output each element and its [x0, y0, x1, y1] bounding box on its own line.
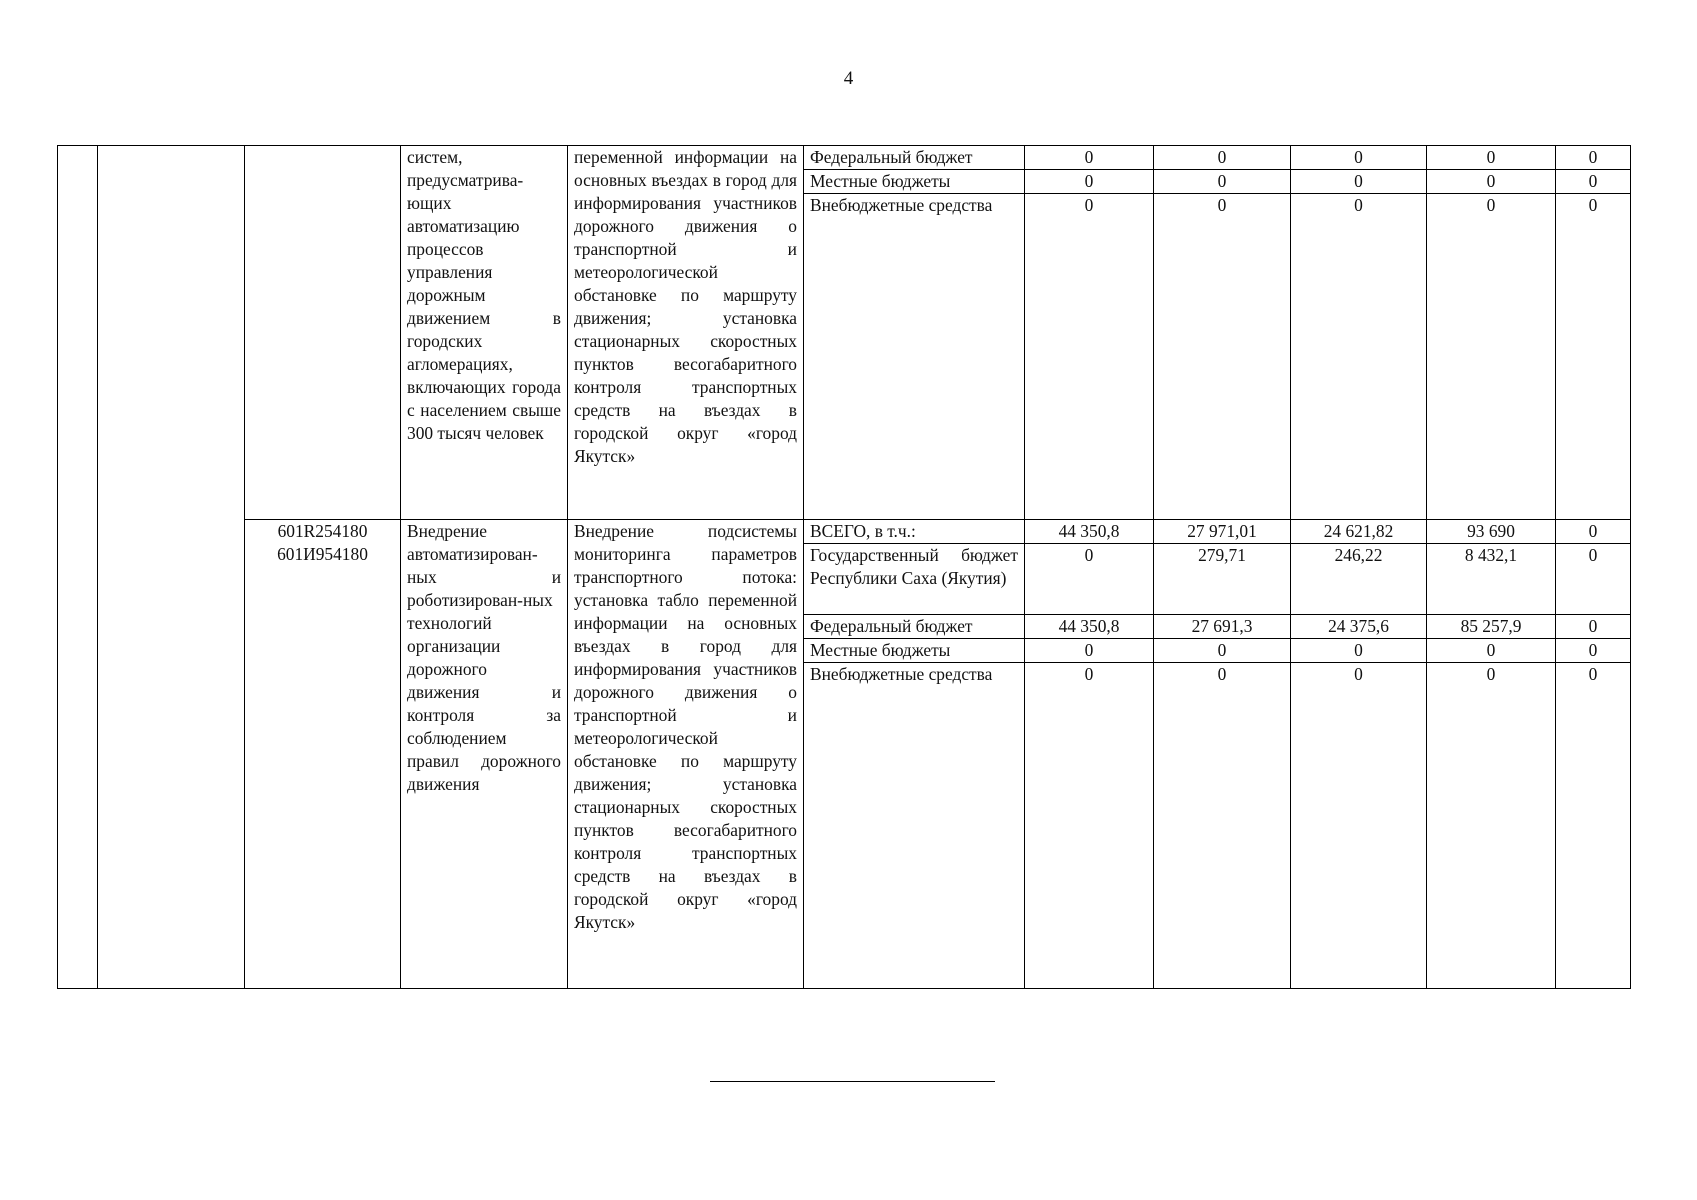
- activity-description-cell: переменной информации на основных въездах в город для информирования участников дорожного движения о транспортной и метеорологической обстановке по маршруту движения; установка стационарных скоростных пунктов весогабаритного контроля транспортных средств на въездах в городской округ «город Якутск»: [568, 146, 804, 520]
- value-cell: 0: [1025, 663, 1154, 989]
- value-cell: 0: [1427, 170, 1556, 194]
- value-cell: 0: [1025, 639, 1154, 663]
- value-cell: 0: [1154, 639, 1291, 663]
- value-cell: 0: [1556, 544, 1631, 615]
- value-cell: 0: [1025, 194, 1154, 520]
- value-cell: 24 375,6: [1291, 615, 1427, 639]
- value-cell: 0: [1025, 146, 1154, 170]
- funding-source-cell: Государственный бюджет Республики Саха (Якутия): [804, 544, 1025, 615]
- funding-source-cell: Федеральный бюджет: [804, 146, 1025, 170]
- budget-code-line: 601R254180: [277, 521, 368, 541]
- value-cell: 0: [1427, 146, 1556, 170]
- value-cell: 0: [1556, 639, 1631, 663]
- value-cell: 279,71: [1154, 544, 1291, 615]
- value-cell: 0: [1154, 170, 1291, 194]
- funding-source-cell: Федеральный бюджет: [804, 615, 1025, 639]
- value-cell: 44 350,8: [1025, 520, 1154, 544]
- budget-code-line: 601И954180: [277, 544, 368, 564]
- funding-source-cell: Местные бюджеты: [804, 170, 1025, 194]
- value-cell: 0: [1291, 170, 1427, 194]
- page-number: 4: [843, 68, 854, 89]
- value-cell: 0: [1291, 639, 1427, 663]
- value-cell: 0: [1154, 194, 1291, 520]
- code-cell-empty: [245, 146, 401, 520]
- table-row: [58, 520, 1631, 544]
- value-cell: 8 432,1: [1427, 544, 1556, 615]
- value-cell: 0: [1556, 615, 1631, 639]
- budget-table: [57, 145, 1631, 989]
- activity-description-cell: Внедрение подсистемы мониторинга параметров транспортного потока: установка табло переменной информации на основных въездах в город для информирования участников дорожного движения о транспортной и метеорологической обстановке по маршруту движения; установка стационарных скоростных пунктов весогабаритного контроля транспортных средств на въездах в городской округ «город Якутск»: [568, 520, 804, 989]
- value-cell: 24 621,82: [1291, 520, 1427, 544]
- index-cell: [58, 146, 98, 989]
- value-cell: 93 690: [1427, 520, 1556, 544]
- value-cell: 0: [1025, 544, 1154, 615]
- value-cell: 0: [1291, 194, 1427, 520]
- table-row: [58, 146, 1631, 170]
- value-cell: 0: [1025, 170, 1154, 194]
- value-cell: 0: [1291, 663, 1427, 989]
- value-cell: 0: [1154, 146, 1291, 170]
- measure-name-cell: систем, предусматрива-ющих автоматизацию процессов управления дорожным движением в городских агломерациях, включающих города с населением свыше 300 тысяч человек: [401, 146, 568, 520]
- value-cell: 44 350,8: [1025, 615, 1154, 639]
- value-cell: 27 971,01: [1154, 520, 1291, 544]
- budget-code-cell: [245, 520, 401, 989]
- empty-column-cell: [98, 146, 245, 989]
- funding-source-cell: Внебюджетные средства: [804, 663, 1025, 989]
- value-cell: 0: [1556, 520, 1631, 544]
- value-cell: 0: [1556, 170, 1631, 194]
- value-cell: 0: [1556, 194, 1631, 520]
- measure-name-cell: Внедрение автоматизирован-ных и роботизирован-ных технологий организации дорожного движения и контроля за соблюдением правил дорожного движения: [401, 520, 568, 989]
- value-cell: 0: [1556, 663, 1631, 989]
- value-cell: 0: [1427, 663, 1556, 989]
- footer-divider: [710, 1081, 995, 1082]
- value-cell: 27 691,3: [1154, 615, 1291, 639]
- funding-source-cell: Местные бюджеты: [804, 639, 1025, 663]
- value-cell: 85 257,9: [1427, 615, 1556, 639]
- funding-source-cell: ВСЕГО, в т.ч.:: [804, 520, 1025, 544]
- value-cell: 0: [1556, 146, 1631, 170]
- funding-source-cell: Внебюджетные средства: [804, 194, 1025, 520]
- value-cell: 0: [1427, 639, 1556, 663]
- value-cell: 0: [1427, 194, 1556, 520]
- value-cell: 246,22: [1291, 544, 1427, 615]
- value-cell: 0: [1291, 146, 1427, 170]
- value-cell: 0: [1154, 663, 1291, 989]
